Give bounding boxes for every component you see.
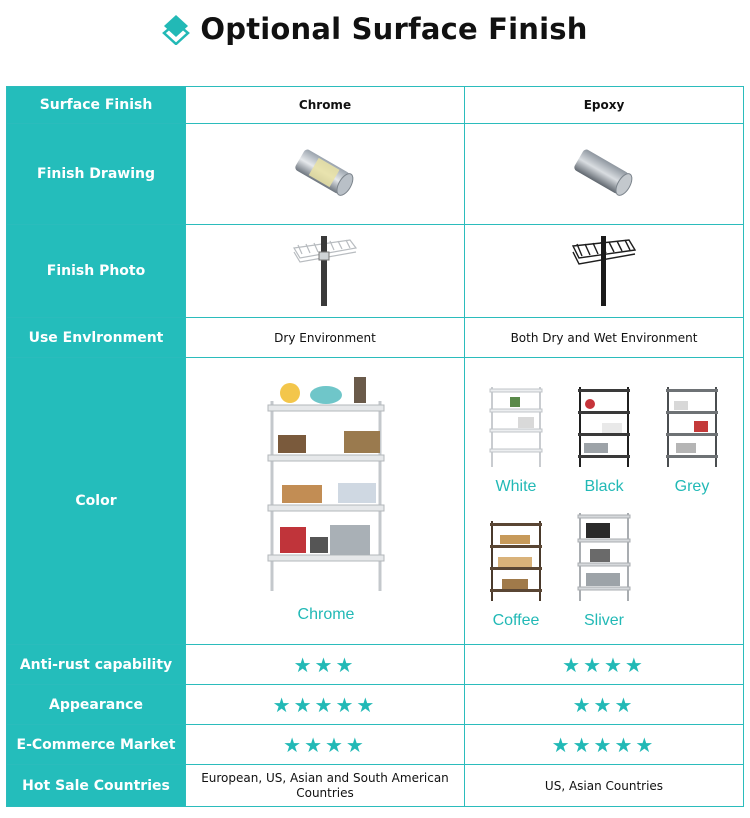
row-header-ecommerce: E-Commerce Market bbox=[7, 725, 186, 765]
chrome-color-label: Chrome bbox=[297, 605, 355, 623]
table-row-hot-sale bbox=[7, 765, 744, 807]
grey-rack-image-icon bbox=[664, 385, 720, 469]
table-row-color bbox=[7, 358, 744, 645]
coffee-rack-image-icon bbox=[488, 519, 544, 603]
epoxy-ecommerce-cell bbox=[465, 725, 744, 765]
grey-color-label: Grey bbox=[674, 477, 710, 495]
chrome-rack-image-icon bbox=[258, 377, 394, 597]
table-row-appearance bbox=[7, 685, 744, 725]
column-header-chrome: Chrome bbox=[186, 87, 465, 124]
page-title: Optional Surface Finish bbox=[200, 12, 588, 46]
table-row-anti-rust bbox=[7, 645, 744, 685]
chrome-shelf-photo-icon bbox=[290, 232, 360, 308]
sliver-rack-swatch bbox=[569, 511, 639, 630]
black-rack-image-icon bbox=[576, 385, 632, 469]
page-title-bar bbox=[0, 8, 750, 50]
chrome-anti-rust-cell bbox=[186, 645, 465, 685]
chrome-hot-sale-cell: European, US, Asian and South American Countries bbox=[186, 765, 465, 807]
epoxy-tube-drawing-icon bbox=[569, 143, 639, 203]
chrome-tube-drawing-icon bbox=[290, 143, 360, 203]
chrome-photo-cell bbox=[186, 225, 465, 318]
row-header-hot-sale: Hot Sale Countries bbox=[7, 765, 186, 807]
coffee-rack-swatch bbox=[481, 519, 551, 630]
chrome-ecommerce-cell bbox=[186, 725, 465, 765]
epoxy-photo-cell bbox=[465, 225, 744, 318]
table-row-finish-photo bbox=[7, 225, 744, 318]
white-rack-image-icon bbox=[488, 385, 544, 469]
epoxy-ecommerce-rating: ★★★★★ bbox=[551, 732, 657, 757]
epoxy-color-cell bbox=[465, 358, 744, 645]
epoxy-drawing-cell bbox=[465, 124, 744, 225]
chrome-appearance-cell bbox=[186, 685, 465, 725]
coffee-color-label: Coffee bbox=[492, 611, 540, 629]
table-row-use-environment bbox=[7, 318, 744, 358]
sliver-rack-image-icon bbox=[576, 511, 632, 603]
chrome-environment-cell: Dry Environment bbox=[186, 318, 465, 358]
black-color-label: Black bbox=[584, 477, 624, 495]
finish-comparison-table bbox=[6, 86, 744, 807]
epoxy-appearance-rating: ★★★ bbox=[572, 692, 636, 717]
table-header-row bbox=[7, 87, 744, 124]
epoxy-environment-cell: Both Dry and Wet Environment bbox=[465, 318, 744, 358]
row-header-finish-photo: Finish Photo bbox=[7, 225, 186, 318]
chrome-rack-swatch bbox=[258, 377, 394, 624]
black-rack-swatch bbox=[569, 385, 639, 496]
table-row-finish-drawing bbox=[7, 124, 744, 225]
sliver-color-label: Sliver bbox=[583, 611, 624, 629]
row-header-color: Color bbox=[7, 358, 186, 645]
table-row-ecommerce bbox=[7, 725, 744, 765]
row-header-finish-drawing: Finish Drawing bbox=[7, 124, 186, 225]
row-header-anti-rust: Anti-rust capability bbox=[7, 645, 186, 685]
chrome-appearance-rating: ★★★★★ bbox=[272, 692, 378, 717]
row-header-use-environment: Use Envlronment bbox=[7, 318, 186, 358]
white-color-label: White bbox=[495, 477, 537, 495]
row-header-appearance: Appearance bbox=[7, 685, 186, 725]
chrome-color-cell bbox=[186, 358, 465, 645]
epoxy-hot-sale-cell: US, Asian Countries bbox=[465, 765, 744, 807]
diamond-logo-icon bbox=[162, 13, 190, 45]
grey-rack-swatch bbox=[657, 385, 727, 496]
white-rack-swatch bbox=[481, 385, 551, 496]
epoxy-appearance-cell bbox=[465, 685, 744, 725]
chrome-ecommerce-rating: ★★★★ bbox=[283, 732, 367, 757]
epoxy-anti-rust-cell bbox=[465, 645, 744, 685]
row-header-surface-finish: Surface Finish bbox=[7, 87, 186, 124]
epoxy-shelf-photo-icon bbox=[569, 232, 639, 308]
column-header-epoxy: Epoxy bbox=[465, 87, 744, 124]
chrome-anti-rust-rating: ★★★ bbox=[293, 652, 357, 677]
epoxy-anti-rust-rating: ★★★★ bbox=[562, 652, 646, 677]
chrome-drawing-cell bbox=[186, 124, 465, 225]
